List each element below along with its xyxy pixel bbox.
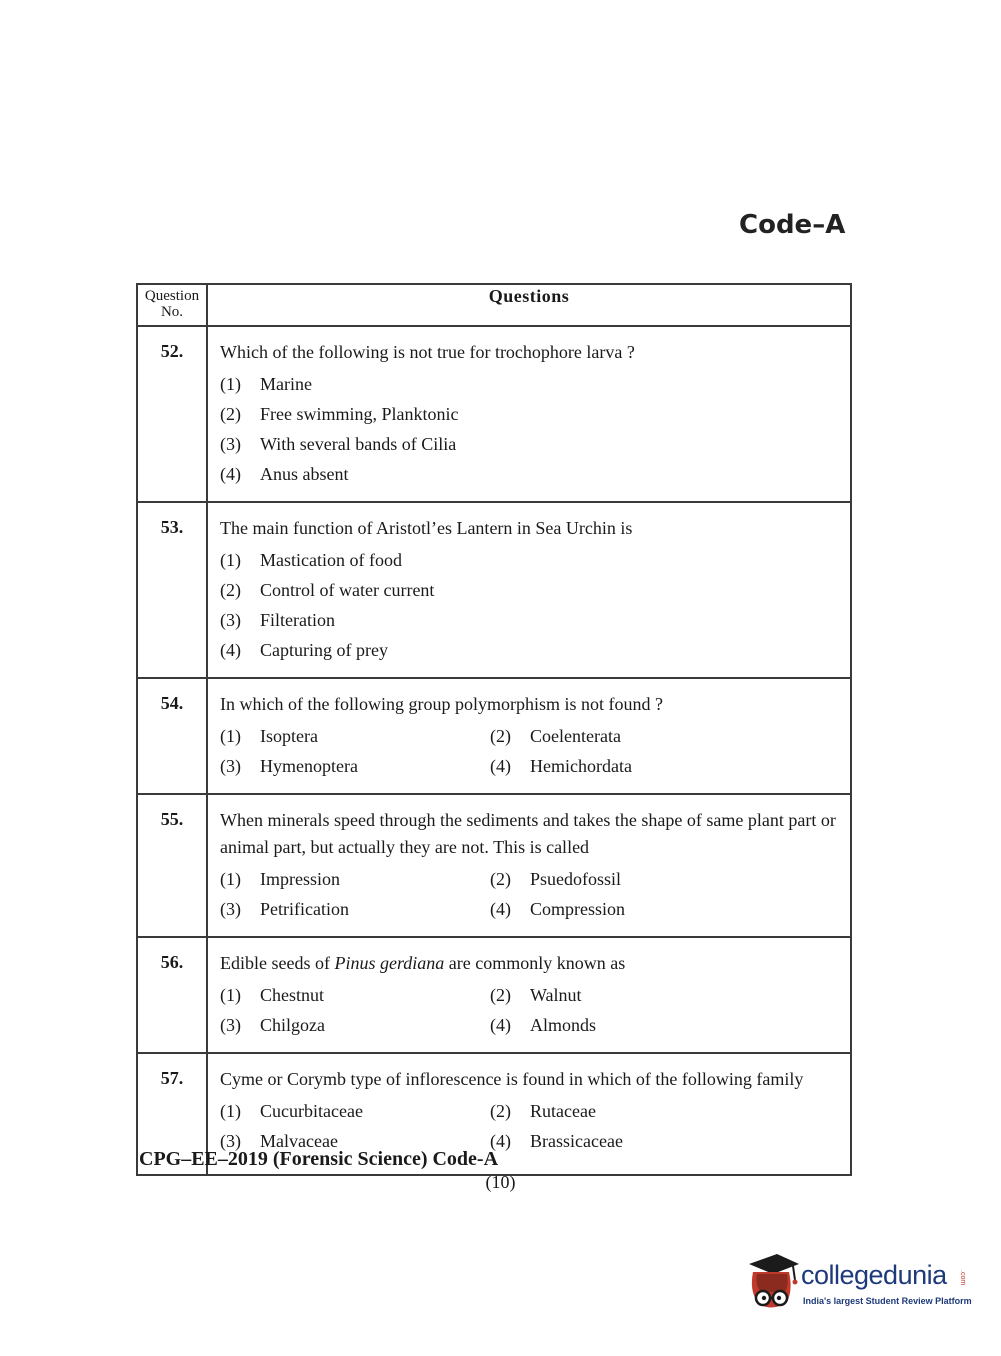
option (220, 1010, 490, 1040)
option (490, 864, 846, 894)
options-grid (220, 721, 846, 781)
logo-tagline: India's largest Student Review Platform (803, 1296, 972, 1306)
option-number: (4) (490, 1131, 511, 1151)
question-text: The main function of Aristotl’es Lantern in Sea Urchin is (220, 518, 633, 538)
page-number: (10) (485, 1172, 516, 1192)
option-number: (3) (220, 1131, 241, 1151)
option-text: Control of water current (260, 580, 435, 600)
option-text: Marine (260, 374, 312, 394)
option (220, 575, 846, 605)
option (490, 751, 846, 781)
option-text: Mastication of food (260, 550, 402, 570)
option-number: (1) (220, 550, 241, 570)
exam-code-footer: CPG–EE–2019 (Forensic Science) Code-A (139, 1148, 499, 1170)
option-number: (3) (220, 434, 241, 454)
question-text: Which of the following is not true for trochophore larva ? (220, 342, 635, 362)
option-number: (2) (490, 869, 511, 889)
option (490, 980, 846, 1010)
option-number: (2) (490, 985, 511, 1005)
option-number: (3) (220, 610, 241, 630)
option-number: (3) (220, 756, 241, 776)
option-number: (4) (490, 1015, 511, 1035)
option-number: (1) (220, 869, 241, 889)
option-text: Cucurbitaceae (260, 1101, 363, 1121)
question-no-header: Question No. (137, 284, 207, 326)
question-text: In which of the following group polymorphism is not found ? (220, 694, 663, 714)
collegedunia-logo[interactable] (743, 1252, 973, 1322)
question-body (207, 502, 851, 678)
question-row (137, 326, 851, 502)
option-number: (4) (490, 756, 511, 776)
option-number: (2) (220, 404, 241, 424)
option-number: (3) (220, 899, 241, 919)
option-number: (4) (490, 899, 511, 919)
option (490, 1096, 846, 1126)
questions-header: Questions (207, 284, 851, 326)
question-body (207, 937, 851, 1053)
question-body (207, 326, 851, 502)
mascot-icon (743, 1252, 801, 1314)
option (220, 721, 490, 751)
question-number: 52. (137, 326, 207, 502)
option (220, 459, 846, 489)
option-text: Malvaceae (260, 1131, 338, 1151)
question-text-part: Edible seeds of (220, 953, 335, 973)
option-number: (1) (220, 374, 241, 394)
option-number: (4) (220, 640, 241, 660)
question-number: 56. (137, 937, 207, 1053)
option (220, 864, 490, 894)
option (490, 1010, 846, 1040)
option-text: Anus absent (260, 464, 349, 484)
option (220, 980, 490, 1010)
option-number: (1) (220, 726, 241, 746)
option (220, 429, 846, 459)
question-number: 57. (137, 1053, 207, 1175)
option-text: Rutaceae (530, 1101, 596, 1121)
question-row (137, 678, 851, 794)
option-number: (3) (220, 1015, 241, 1035)
option-text: Free swimming, Planktonic (260, 404, 459, 424)
option-text: Chilgoza (260, 1015, 325, 1035)
option-number: (2) (490, 726, 511, 746)
question-row (137, 937, 851, 1053)
option-number: (2) (220, 580, 241, 600)
option-text: Brassicaceae (530, 1131, 623, 1151)
question-number: 53. (137, 502, 207, 678)
table-header-row (137, 284, 851, 326)
option (220, 399, 846, 429)
question-text (220, 950, 846, 977)
option (220, 751, 490, 781)
option (490, 1126, 846, 1156)
option-number: (1) (220, 985, 241, 1005)
option-text: Almonds (530, 1015, 597, 1035)
option (490, 721, 846, 751)
logo-domain-suffix: .com (959, 1270, 966, 1286)
option-text: Hemichordata (530, 756, 632, 776)
questions-table (136, 283, 852, 1176)
question-number: 55. (137, 794, 207, 937)
option-text: Compression (530, 899, 626, 919)
question-row (137, 794, 851, 937)
logo-wordmark: collegedunia (801, 1260, 947, 1290)
question-text: When minerals speed through the sediments and takes the shape of same plant part or animal part, but actually they are not. This is called (220, 810, 836, 857)
option (220, 635, 846, 665)
option-number: (4) (220, 464, 241, 484)
option-number: (1) (220, 1101, 241, 1121)
option (220, 605, 846, 635)
option (220, 369, 846, 399)
option-text: Impression (260, 869, 340, 889)
code-label: Code–A (739, 210, 846, 240)
question-text-part: are commonly known as (444, 953, 626, 973)
species-name: Pinus gerdiana (334, 953, 445, 973)
option (220, 894, 490, 924)
question-body (207, 794, 851, 937)
option-text: Petrification (260, 899, 349, 919)
option-text: Chestnut (260, 985, 325, 1005)
question-row (137, 502, 851, 678)
option-text: Filteration (260, 610, 335, 630)
option-text: Isoptera (260, 726, 318, 746)
question-text: Cyme or Corymb type of inflorescence is found in which of the following family (220, 1069, 804, 1089)
option-text: Coelenterata (530, 726, 621, 746)
options-grid (220, 980, 846, 1040)
option (220, 1096, 490, 1126)
question-body (207, 678, 851, 794)
option-text: Hymenoptera (260, 756, 358, 776)
option-number: (2) (490, 1101, 511, 1121)
option-text: Psuedofossil (530, 869, 622, 889)
option-text: Walnut (530, 985, 582, 1005)
option (490, 894, 846, 924)
option-text: Capturing of prey (260, 640, 388, 660)
option-text: With several bands of Cilia (260, 434, 457, 454)
option (220, 545, 846, 575)
question-number: 54. (137, 678, 207, 794)
options-grid (220, 864, 846, 924)
options-grid (220, 1096, 846, 1156)
